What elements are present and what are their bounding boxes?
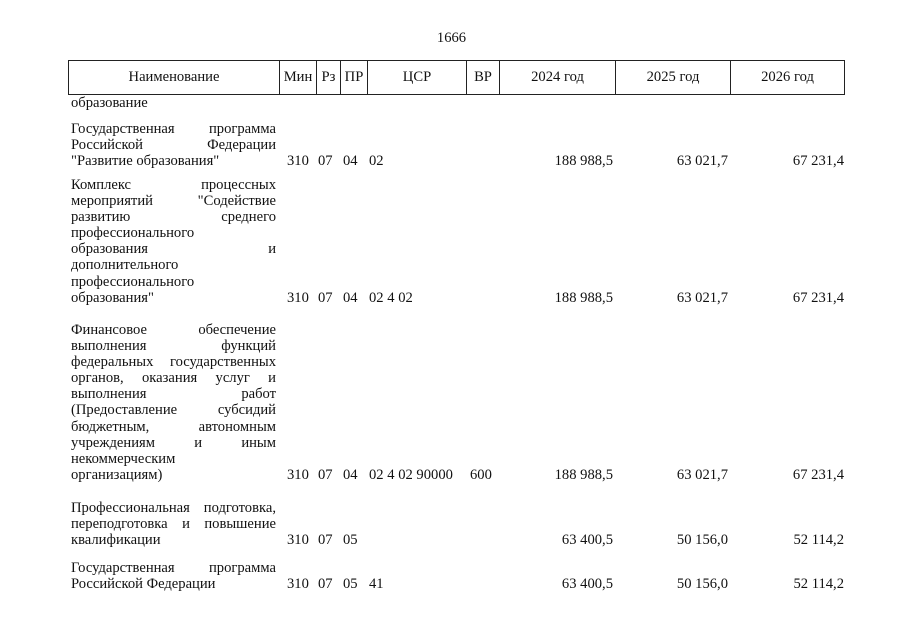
cell-2025: 50 156,0: [676, 532, 728, 549]
column-header-rz: Рз: [316, 61, 340, 94]
cell-2024: 188 988,5: [554, 153, 613, 170]
column-header-2026: 2026 год: [730, 61, 844, 94]
cell-min: 310: [287, 576, 309, 593]
row-name-line: (Предоставление субсидий: [71, 402, 276, 419]
row-name: [71, 322, 276, 483]
row-name-line: бюджетным, автономным: [71, 418, 276, 435]
cell-pr: 04: [343, 153, 358, 170]
cell-2026: 52 114,2: [793, 532, 844, 549]
row-name: [71, 121, 276, 169]
cell-csr: 41: [369, 576, 384, 593]
cell-rz: 07: [318, 466, 333, 483]
cell-vr: 600: [470, 466, 492, 483]
cell-2026: 67 231,4: [792, 289, 844, 306]
cell-2024: 188 988,5: [554, 289, 613, 306]
column-header-vr: ВР: [466, 61, 499, 94]
cell-pr: 04: [343, 289, 358, 306]
row-name: [71, 95, 276, 111]
cell-csr: 02: [369, 153, 384, 170]
row-name-line: Российской Федерации: [71, 137, 276, 154]
row-name-line: развитию среднего: [71, 209, 276, 226]
row-name-line: мероприятий "Содействие: [71, 193, 276, 210]
row-name-line: дополнительного: [71, 257, 179, 274]
row-name-line: образования": [71, 289, 154, 306]
row-name-line: "Развитие образования": [71, 153, 220, 170]
cell-2026: 67 231,4: [792, 466, 844, 483]
row-name-line: профессионального: [71, 273, 195, 290]
cell-min: 310: [287, 532, 309, 549]
row-name-line: переподготовка и повышение: [71, 516, 276, 533]
row-name-line: выполнения функций: [71, 338, 276, 355]
cell-2026: 67 231,4: [792, 153, 844, 170]
row-name: [71, 177, 276, 306]
row-name-line: некоммерческим: [71, 450, 176, 467]
row-name-line: органов, оказания услуг и: [71, 370, 276, 387]
row-name: [71, 500, 276, 548]
cell-min: 310: [287, 289, 309, 306]
cell-pr: 05: [343, 532, 358, 549]
row-name-line: организациям): [71, 466, 163, 483]
row-name-line: Государственная программа: [71, 560, 276, 576]
row-name-line: учреждениям и иным: [71, 434, 276, 451]
column-header-min: Мин: [279, 61, 316, 94]
cell-2024: 188 988,5: [554, 466, 613, 483]
cell-csr: 02 4 02: [369, 289, 413, 306]
cell-csr: 02 4 02 90000: [369, 466, 453, 483]
cell-pr: 04: [343, 466, 358, 483]
cell-rz: 07: [318, 289, 333, 306]
column-header-2024: 2024 год: [499, 61, 615, 94]
row-name-line: Российской Федерации: [71, 576, 216, 593]
cell-rz: 07: [318, 153, 333, 170]
cell-min: 310: [287, 466, 309, 483]
column-header-csr: ЦСР: [367, 61, 466, 94]
row-name-line: Государственная программа: [71, 121, 276, 137]
cell-pr: 05: [343, 576, 358, 593]
cell-2024: 63 400,5: [561, 532, 613, 549]
cell-rz: 07: [318, 532, 333, 549]
row-name-line: образования и: [71, 241, 276, 258]
row-name-line: выполнения работ: [71, 386, 276, 403]
row-name-line: Финансовое обеспечение: [71, 322, 276, 338]
cell-2024: 63 400,5: [561, 576, 613, 593]
cell-rz: 07: [318, 576, 333, 593]
row-name-line: профессионального: [71, 225, 195, 242]
column-header-2025: 2025 год: [615, 61, 730, 94]
row-name-line: образование: [71, 95, 148, 111]
row-name-line: квалификации: [71, 532, 161, 549]
cell-2026: 52 114,2: [793, 576, 844, 593]
row-name: [71, 560, 276, 592]
column-header-name: Наименование: [128, 69, 220, 85]
cell-2025: 63 021,7: [676, 289, 728, 306]
cell-2025: 63 021,7: [676, 466, 728, 483]
row-name-line: Комплекс процессных: [71, 177, 276, 193]
cell-2025: 50 156,0: [676, 576, 728, 593]
cell-2025: 63 021,7: [676, 153, 728, 170]
cell-min: 310: [287, 153, 309, 170]
row-name-line: Профессиональная подготовка,: [71, 500, 276, 516]
column-header-pr: ПР: [340, 61, 367, 94]
row-name-line: федеральных государственных: [71, 354, 276, 371]
table-header: [68, 60, 845, 95]
page-number: 1666: [436, 30, 467, 46]
